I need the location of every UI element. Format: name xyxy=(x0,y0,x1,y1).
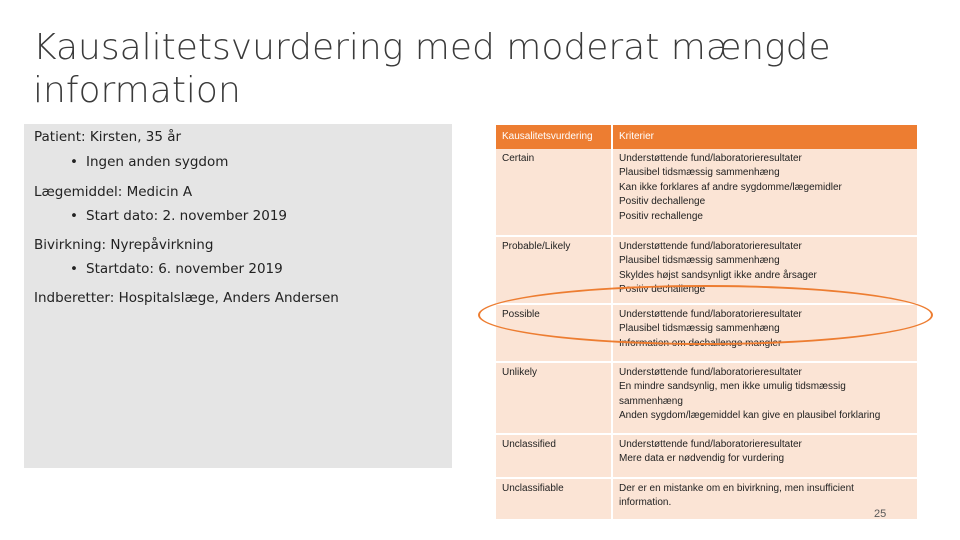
patient-line: Patient: Kirsten, 35 år xyxy=(34,129,182,145)
case-info-panel xyxy=(24,124,452,468)
bullet: • xyxy=(70,261,78,277)
criteria-line: Understøttende fund/laboratorieresultater xyxy=(619,241,802,252)
criteria-cell xyxy=(612,304,918,362)
causality-category: Probable/Likely xyxy=(496,236,612,304)
reaction-detail xyxy=(70,261,283,277)
criteria-line: En mindre sandsynlig, men ikke umulig tidsmæssig xyxy=(619,381,846,393)
causality-category: Unclassifiable xyxy=(496,478,612,520)
bullet: • xyxy=(70,208,78,224)
patient-detail-text: Ingen anden sygdom xyxy=(86,154,229,170)
causality-category: Unclassified xyxy=(496,434,612,478)
causality-category: Certain xyxy=(496,149,612,236)
criteria-line: Understøttende fund/laboratorieresultater xyxy=(619,439,802,450)
table-header-row xyxy=(496,125,918,149)
criteria-line: information. xyxy=(619,497,672,509)
criteria-line: Skyldes højst sandsynligt ikke andre årsager xyxy=(619,269,817,281)
criteria-line: Understøttende fund/laboratorieresultater xyxy=(619,153,802,164)
page-number: 25 xyxy=(874,508,887,520)
criteria-line: Plausibel tidsmæssig sammenhæng xyxy=(619,255,780,267)
criteria-cell xyxy=(612,149,918,236)
table-row xyxy=(496,304,918,362)
criteria-line: Plausibel tidsmæssig sammenhæng xyxy=(619,323,780,335)
causality-category: Unlikely xyxy=(496,362,612,434)
slide-title: Kausalitetsvurdering med moderat mængde information xyxy=(33,27,831,111)
header-causality: Kausalitetsvurdering xyxy=(496,125,612,149)
criteria-line: sammenhæng xyxy=(619,395,683,407)
criteria-line: Positiv rechallenge xyxy=(619,210,703,222)
reporter-line: Indberetter: Hospitalslæge, Anders Andersen xyxy=(34,290,339,306)
bullet: • xyxy=(70,154,78,170)
table-row xyxy=(496,362,918,434)
table-row xyxy=(496,478,918,520)
causality-criteria-table xyxy=(496,125,919,521)
criteria-line: Information om dechallenge mangler xyxy=(619,337,782,349)
criteria-line: Mere data er nødvendig for vurdering xyxy=(619,453,785,465)
criteria-cell xyxy=(612,434,918,478)
causality-category: Possible xyxy=(496,304,612,362)
criteria-line: Positiv dechallenge xyxy=(619,196,706,208)
criteria-line: Plausibel tidsmæssig sammenhæng xyxy=(619,167,780,179)
table-row xyxy=(496,236,918,304)
criteria-cell xyxy=(612,478,918,520)
header-criteria: Kriterier xyxy=(612,125,918,149)
drug-detail-text: Start dato: 2. november 2019 xyxy=(86,208,288,224)
drug-line: Lægemiddel: Medicin A xyxy=(34,184,193,200)
criteria-line: Positiv dechallenge xyxy=(619,284,706,296)
table-row xyxy=(496,149,918,236)
criteria-line: Kan ikke forklares af andre sygdomme/lægemidler xyxy=(619,181,842,193)
reaction-detail-text: Startdato: 6. november 2019 xyxy=(86,261,283,277)
criteria-line: Understøttende fund/laboratorieresultater xyxy=(619,367,802,378)
criteria-line: Understøttende fund/laboratorieresultater xyxy=(619,309,802,320)
criteria-line: Der er en mistanke om en bivirkning, men insufficient xyxy=(619,483,854,494)
criteria-cell xyxy=(612,236,918,304)
criteria-line: Anden sygdom/lægemiddel kan give en plausibel forklaring xyxy=(619,410,881,422)
table-row xyxy=(496,434,918,478)
patient-detail xyxy=(70,154,228,170)
criteria-cell xyxy=(612,362,918,434)
reaction-line: Bivirkning: Nyrepåvirkning xyxy=(34,237,214,253)
drug-detail xyxy=(70,208,287,224)
